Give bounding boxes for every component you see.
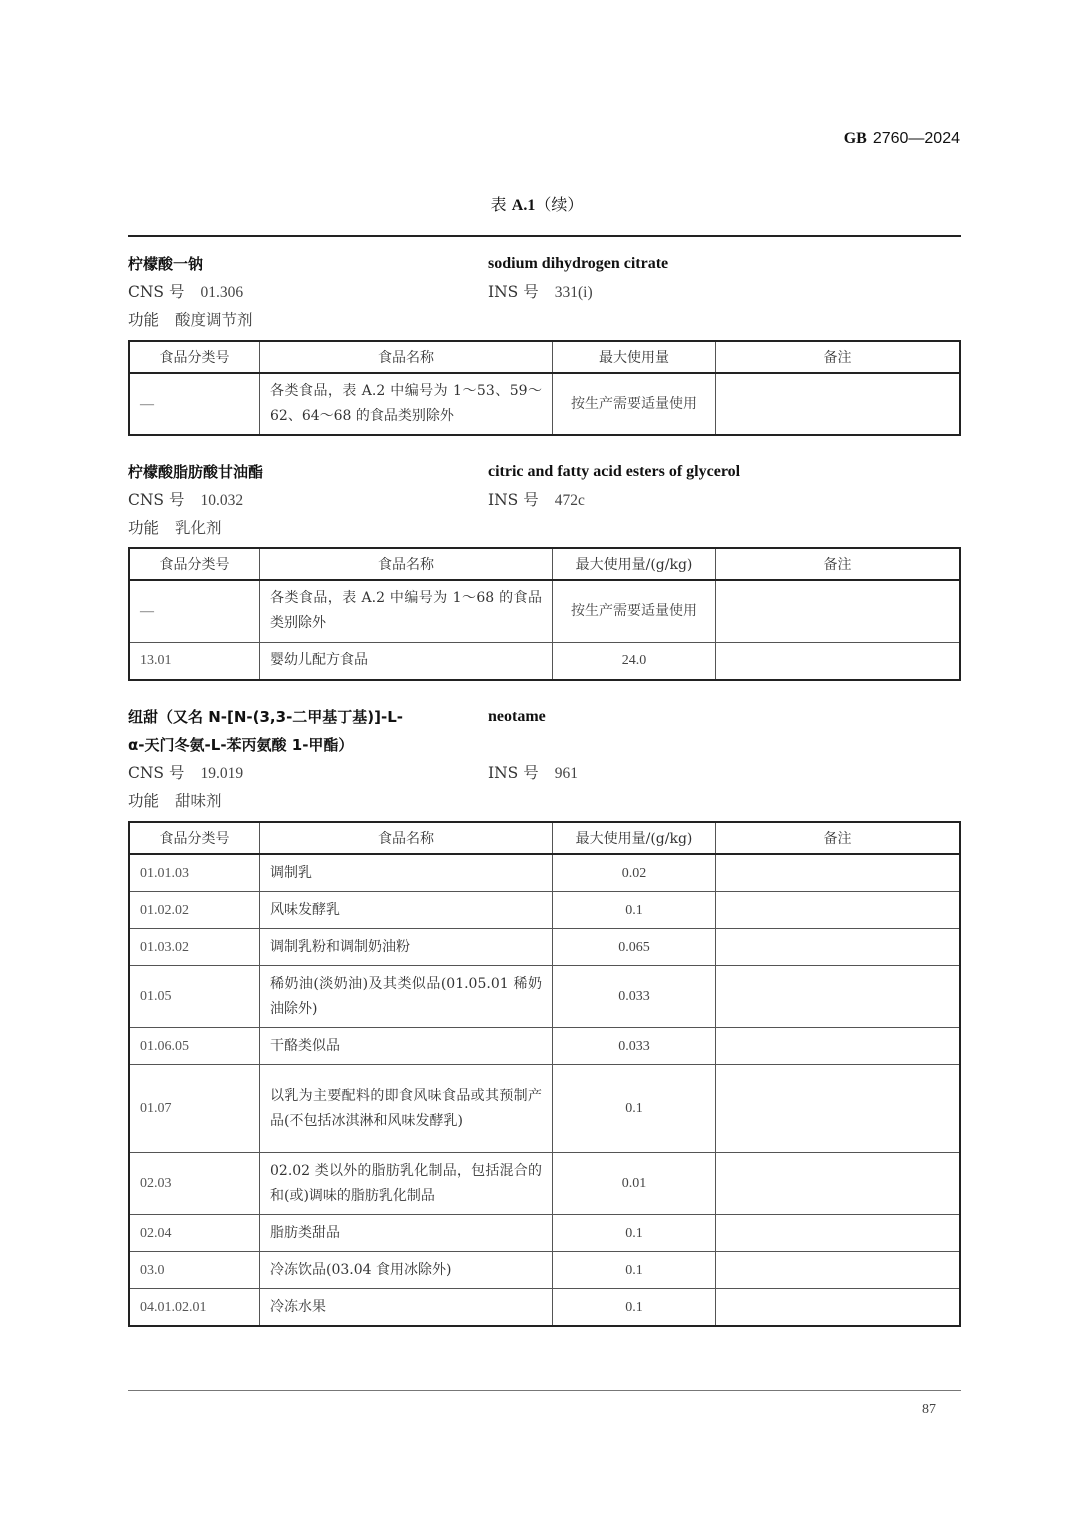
- food-name: 调制乳: [260, 854, 553, 892]
- cns-number: 19.019: [200, 765, 244, 782]
- table-row: [129, 1215, 960, 1252]
- food-name: 以乳为主要配料的即食风味食品或其预制产品(不包括冰淇淋和风味发酵乳): [260, 1065, 553, 1153]
- header-remarks: 备注: [716, 822, 961, 854]
- table-row: [129, 854, 960, 892]
- additive-entry-3: [128, 703, 961, 815]
- header-food-name: 食品名称: [260, 341, 553, 373]
- table-row: [129, 929, 960, 966]
- food-name: 风味发酵乳: [260, 892, 553, 929]
- remarks: [716, 1065, 961, 1153]
- table-row: [129, 580, 960, 642]
- table-row: [129, 1289, 960, 1327]
- max-usage: 0.065: [553, 929, 716, 966]
- max-usage: 0.1: [553, 1252, 716, 1289]
- table-row: [129, 1153, 960, 1215]
- additive-entry-2: [128, 458, 961, 542]
- ins-label: INS 号: [488, 764, 539, 782]
- category-code: 01.01.03: [129, 854, 260, 892]
- header-max-usage: 最大使用量: [553, 341, 716, 373]
- table-header-row: [129, 822, 960, 854]
- header-food-name: 食品名称: [260, 822, 553, 854]
- remarks: [716, 854, 961, 892]
- remarks: [716, 642, 961, 680]
- additive-name-en: neotame: [488, 708, 546, 725]
- cns-number: 01.306: [200, 284, 244, 301]
- standard-code: [844, 128, 960, 148]
- header-max-usage: 最大使用量/(g/kg): [553, 548, 716, 580]
- usage-table-1: [128, 340, 961, 436]
- food-name: 冷冻水果: [260, 1289, 553, 1327]
- table-header-row: [129, 341, 960, 373]
- header-category-code: 食品分类号: [129, 548, 260, 580]
- additive-name-cn-line1: 纽甜（又名 N-[N-(3,3-二甲基丁基)]-L-: [128, 708, 404, 726]
- category-code: 01.05: [129, 966, 260, 1028]
- category-code: 13.01: [129, 642, 260, 680]
- header-remarks: 备注: [716, 548, 961, 580]
- header-remarks: 备注: [716, 341, 961, 373]
- additive-name-cn: 柠檬酸脂肪酸甘油酯: [128, 463, 264, 481]
- additive-name-cn: 柠檬酸一钠: [128, 255, 204, 273]
- header-category-code: 食品分类号: [129, 822, 260, 854]
- additive-entry-1: [128, 250, 961, 334]
- remarks: [716, 1153, 961, 1215]
- remarks: [716, 966, 961, 1028]
- usage-table-2: [128, 547, 961, 681]
- max-usage: 按生产需要适量使用: [553, 580, 716, 642]
- food-name: 干酪类似品: [260, 1028, 553, 1065]
- ins-number: 472c: [554, 492, 585, 509]
- category-code: 01.03.02: [129, 929, 260, 966]
- function-value: 甜味剂: [175, 793, 222, 810]
- function-label: 功能: [128, 311, 160, 329]
- food-name: 02.02 类以外的脂肪乳化制品，包括混合的和(或)调味的脂肪乳化制品: [260, 1153, 553, 1215]
- category-code: 02.03: [129, 1153, 260, 1215]
- category-code: 04.01.02.01: [129, 1289, 260, 1327]
- table-header-row: [129, 548, 960, 580]
- food-name: 脂肪类甜品: [260, 1215, 553, 1252]
- remarks: [716, 1289, 961, 1327]
- food-name: 各类食品，表 A.2 中编号为 1～68 的食品类别除外: [260, 580, 553, 642]
- max-usage: 0.02: [553, 854, 716, 892]
- additive-name-cn-line2: α-天门冬氨-L-苯丙氨酸 1-甲酯）: [128, 736, 354, 754]
- remarks: [716, 929, 961, 966]
- remarks: [716, 1215, 961, 1252]
- table-row: [129, 642, 960, 680]
- remarks: [716, 580, 961, 642]
- max-usage: 0.1: [553, 1215, 716, 1252]
- footer-rule: [128, 1390, 961, 1391]
- ins-label: INS 号: [488, 283, 539, 301]
- standard-number: 2760—2024: [872, 130, 960, 147]
- table-row: [129, 1252, 960, 1289]
- page-number: 87: [922, 1402, 936, 1417]
- header-max-usage: 最大使用量/(g/kg): [553, 822, 716, 854]
- max-usage: 0.033: [553, 1028, 716, 1065]
- function-value: 乳化剂: [175, 520, 222, 537]
- usage-table-3: [128, 821, 961, 1327]
- remarks: [716, 892, 961, 929]
- additive-name-en: sodium dihydrogen citrate: [488, 255, 669, 272]
- table-row: [129, 1065, 960, 1153]
- max-usage: 0.033: [553, 966, 716, 1028]
- ins-number: 961: [554, 765, 578, 782]
- max-usage: 0.01: [553, 1153, 716, 1215]
- table-row: [129, 1028, 960, 1065]
- ins-number: 331(i): [554, 284, 593, 301]
- top-rule: [128, 235, 961, 237]
- category-code: —: [129, 373, 260, 435]
- category-code: 02.04: [129, 1215, 260, 1252]
- cns-number: 10.032: [200, 492, 244, 509]
- category-code: 03.0: [129, 1252, 260, 1289]
- table-title: [0, 192, 1074, 215]
- table-title-label: A.1: [511, 197, 536, 214]
- category-code: 01.06.05: [129, 1028, 260, 1065]
- remarks: [716, 373, 961, 435]
- category-code: 01.02.02: [129, 892, 260, 929]
- table-row: [129, 966, 960, 1028]
- cns-label: CNS 号: [128, 491, 185, 509]
- ins-label: INS 号: [488, 491, 539, 509]
- cns-label: CNS 号: [128, 283, 185, 301]
- header-category-code: 食品分类号: [129, 341, 260, 373]
- header-food-name: 食品名称: [260, 548, 553, 580]
- standard-prefix: GB: [843, 130, 867, 147]
- food-name: 各类食品，表 A.2 中编号为 1～53、59～62、64～68 的食品类别除外: [260, 373, 553, 435]
- remarks: [716, 1252, 961, 1289]
- cns-label: CNS 号: [128, 764, 185, 782]
- max-usage: 0.1: [553, 1065, 716, 1153]
- function-value: 酸度调节剂: [175, 312, 253, 329]
- max-usage: 24.0: [553, 642, 716, 680]
- category-code: 01.07: [129, 1065, 260, 1153]
- table-title-suffix: （续）: [535, 195, 584, 214]
- function-label: 功能: [128, 519, 160, 537]
- max-usage: 按生产需要适量使用: [553, 373, 716, 435]
- food-name: 婴幼儿配方食品: [260, 642, 553, 680]
- remarks: [716, 1028, 961, 1065]
- function-label: 功能: [128, 792, 160, 810]
- category-code: —: [129, 580, 260, 642]
- additive-name-en: citric and fatty acid esters of glycerol: [488, 463, 741, 480]
- food-name: 调制乳粉和调制奶油粉: [260, 929, 553, 966]
- table-title-prefix: 表: [490, 195, 507, 214]
- table-row: [129, 373, 960, 435]
- food-name: 稀奶油(淡奶油)及其类似品(01.05.01 稀奶油除外): [260, 966, 553, 1028]
- table-row: [129, 892, 960, 929]
- max-usage: 0.1: [553, 892, 716, 929]
- food-name: 冷冻饮品(03.04 食用冰除外): [260, 1252, 553, 1289]
- max-usage: 0.1: [553, 1289, 716, 1327]
